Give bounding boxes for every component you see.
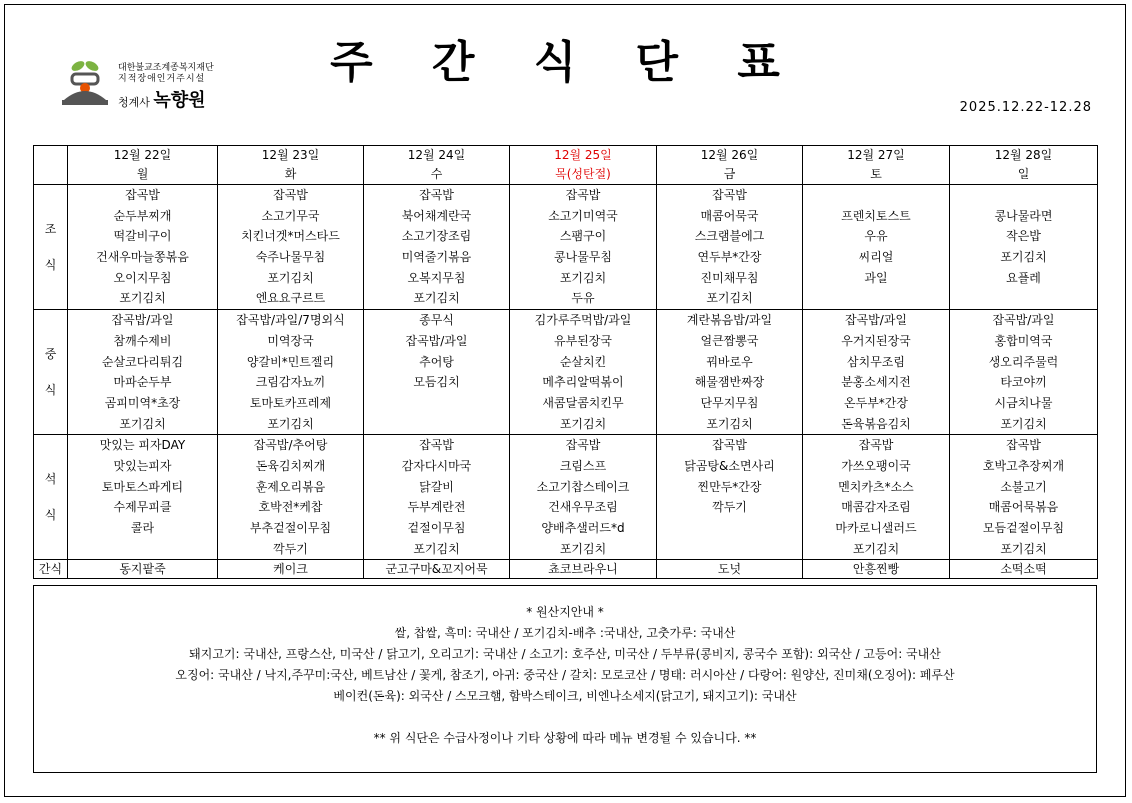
menu-item: 포기김치 (267, 270, 314, 285)
day-weekday: 화 (284, 167, 297, 181)
menu-item: 맛있는 피자DAY (99, 438, 186, 453)
notice-line: 돼지고기: 국내산, 프랑스산, 미국산 / 닭고기, 오리고기: 국내산 / 소고기: 호주산, 미국산 / 두부류(콩비지, 콩국수 포함): 외국산 / 고등어: 국내산 (189, 647, 941, 661)
menu-item: 시금치나물 (994, 395, 1053, 410)
origin-notice (33, 585, 1097, 773)
menu-item: 돈육김치찌개 (255, 458, 326, 473)
snack-item: 쵸코브라우니 (510, 560, 657, 579)
menu-item: 소고기장조림 (401, 229, 472, 244)
menu-item: 건새우마늘쫑볶음 (96, 250, 189, 265)
menu-item: 순살치킨 (559, 354, 607, 369)
menu-item: 모듬김치 (413, 375, 460, 390)
menu-cell (218, 310, 364, 435)
meal-label-char: 중 (44, 347, 57, 362)
menu-item: 콩나물무침 (554, 250, 612, 265)
logo-facility-type: 지적장애인거주시설 (118, 74, 206, 84)
notice-footer: ** 위 식단은 수급사정이나 기타 상황에 따라 메뉴 변경될 수 있습니다. ** (373, 731, 757, 745)
meal-label-spacer (34, 365, 67, 379)
menu-item: 순두부찌개 (113, 208, 172, 223)
menu-item: 두유 (571, 291, 595, 306)
meal-label-spacer (34, 490, 67, 504)
menu-item: 과일 (864, 270, 888, 285)
menu-cell (364, 435, 510, 560)
menu-item: 북어채계란국 (401, 208, 472, 223)
menu-item: 단무지무침 (700, 395, 759, 410)
snack-item: 안흥찐빵 (803, 560, 950, 579)
menu-item: 포기김치 (1000, 416, 1047, 431)
menu-item: 생오리주물럭 (988, 354, 1059, 369)
meal-label-char: 식 (44, 258, 57, 273)
menu-item: 타코야끼 (1000, 375, 1047, 390)
menu-item: 포기김치 (559, 541, 607, 556)
notice-line: 오징어: 국내산 / 낙지,주꾸미:국산, 베트남산 / 꽃게, 참조기, 아귀: 중국산 / 갈치: 모로코산 / 명태: 러시아산 / 다랑어: 원양산, 진미채(오징어): 페루산 (175, 668, 955, 682)
snack-item: 케이크 (218, 560, 364, 579)
day-date: 12월 28일 (994, 148, 1053, 162)
day-date: 12월 24일 (407, 148, 466, 162)
snack-item: 동지팥죽 (68, 560, 218, 579)
menu-item: 소고기무국 (261, 208, 320, 223)
menu-item: 꿔바로우 (706, 354, 753, 369)
menu-cell (803, 185, 950, 310)
menu-item: 미역장국 (267, 333, 314, 348)
menu-item: 매콤어묵국 (700, 208, 759, 223)
menu-item: 포기김치 (559, 416, 607, 431)
meal-row-lunch (34, 310, 1098, 435)
menu-item: 맛있는피자 (113, 458, 172, 473)
menu-item: 잡곡밥/추어탕 (253, 438, 328, 453)
day-header (364, 146, 510, 185)
menu-item (364, 393, 509, 414)
day-date: 12월 27일 (847, 148, 905, 162)
menu-item: 마카로니샐러드 (835, 521, 917, 535)
menu-item: 요플레 (1006, 270, 1041, 285)
notice-heading: * 원산지안내 * (526, 605, 604, 619)
menu-item: 오이지무침 (113, 270, 172, 285)
menu-item: 가쓰오팽이국 (841, 458, 911, 473)
menu-item: 크림감자뇨끼 (255, 375, 326, 390)
snack-label: 간식 (34, 560, 68, 579)
snack-row (34, 560, 1098, 579)
menu-item: 치킨너겟*머스타드 (241, 229, 340, 244)
menu-item: 닭곰탕&소면사리 (684, 458, 775, 473)
menu-item: 잡곡밥 (273, 188, 308, 202)
menu-item: 우유 (864, 229, 888, 244)
menu-item: 프렌치토스트 (841, 208, 911, 223)
menu-item: 스팸구이 (559, 229, 607, 244)
menu-cell (950, 310, 1098, 435)
logo-foundation-name: 대한불교조계종복지재단 (118, 63, 214, 73)
logo-brand-name: 녹향원 (153, 90, 206, 111)
day-weekday: 금 (723, 167, 736, 181)
menu-item: 크림스프 (559, 458, 607, 473)
menu-item: 작은밥 (1006, 229, 1041, 244)
meal-row-dinner (34, 435, 1098, 560)
menu-item: 종무식 (419, 313, 454, 328)
day-header (657, 146, 803, 185)
menu-item: 포기김치 (1000, 250, 1047, 265)
menu-item: 김가루주먹밥/과일 (534, 313, 632, 328)
menu-item (657, 539, 802, 560)
menu-item: 포기김치 (852, 541, 900, 556)
day-header (510, 146, 657, 185)
day-date: 12월 25일 (554, 148, 612, 162)
menu-item: 감자다시마국 (401, 458, 472, 473)
menu-item: 우거지된장국 (841, 333, 911, 348)
notice-line: 베이컨(돈육): 외국산 / 스모크햄, 함박스테이크, 비엔나소세지(닭고기, 돼지고기): 국내산 (333, 689, 797, 703)
notice-line: 쌀, 찹쌀, 흑미: 국내산 / 포기김치-배추 :국내산, 고춧가루: 국내산 (394, 626, 736, 640)
menu-item: 모듬겉절이무침 (982, 521, 1065, 535)
menu-item: 잡곡밥/과일 (844, 313, 907, 328)
logo-temple-name: 청계사 (118, 96, 150, 109)
menu-item: 깍두기 (712, 500, 747, 515)
menu-cell (68, 435, 218, 560)
meal-label-char: 석 (44, 472, 57, 487)
menu-item: 곰피미역*초장 (104, 395, 181, 410)
menu-item: 메추리알떡볶이 (542, 375, 624, 390)
menu-cell (68, 185, 218, 310)
meal-label (34, 185, 68, 310)
menu-item: 양갈비*민트젤리 (246, 354, 335, 369)
menu-item: 양배추샐러드*d (541, 521, 625, 535)
menu-item: 참깨수제비 (113, 333, 172, 348)
meal-label (34, 310, 68, 435)
menu-item (364, 414, 509, 435)
lotus-logo-icon (58, 56, 114, 108)
menu-item: 찐만두*간장 (697, 479, 762, 494)
menu-item: 소고기미역국 (548, 208, 618, 223)
meal-label-spacer (34, 240, 67, 254)
menu-item: 호박전*케찹 (258, 500, 323, 515)
meal-label-char: 식 (44, 383, 57, 398)
menu-item (803, 288, 949, 309)
menu-item: 미역줄기볶음 (401, 250, 472, 265)
menu-item: 진미채무침 (700, 270, 759, 285)
snack-item: 소떡소떡 (950, 560, 1098, 579)
day-header-row (34, 146, 1098, 185)
menu-item: 소불고기 (1000, 479, 1047, 494)
meal-label-char: 식 (44, 508, 57, 523)
menu-item: 잡곡밥 (125, 188, 160, 202)
snack-item: 군고구마&꼬지어묵 (364, 560, 510, 579)
meal-row-breakfast (34, 185, 1098, 310)
menu-item: 스크램블에그 (694, 229, 765, 244)
menu-item: 잡곡밥/과일 (405, 333, 468, 348)
menu-item: 잡곡밥/과일/7명외식 (236, 313, 345, 328)
menu-item: 씨리얼 (858, 250, 894, 265)
menu-item: 해물잼반짜장 (694, 375, 765, 390)
menu-item: 새콤달콤치킨무 (542, 395, 624, 410)
menu-item: 잡곡밥 (419, 438, 454, 453)
day-date: 12월 26일 (700, 148, 759, 162)
menu-cell (364, 185, 510, 310)
menu-item: 토마토스파게티 (101, 479, 184, 494)
menu-item: 돈육볶음김치 (841, 416, 911, 431)
menu-item: 포기김치 (119, 416, 166, 431)
menu-item: 콩나물라면 (994, 208, 1053, 223)
menu-item: 매콤감자조림 (841, 500, 911, 515)
menu-item: 순살코다리튀김 (101, 354, 184, 369)
menu-item: 잡곡밥 (858, 438, 894, 453)
menu-item: 깍두기 (273, 541, 308, 556)
date-range: 2025.12.22-12.28 (959, 100, 1092, 115)
meal-label (34, 435, 68, 560)
day-weekday: 목(성탄절) (555, 167, 611, 181)
menu-item (950, 185, 1097, 206)
menu-item: 계란볶음밥/과일 (686, 313, 773, 328)
menu-item: 잡곡밥/과일 (111, 313, 174, 328)
menu-cell (657, 435, 803, 560)
menu-item: 포기김치 (413, 541, 460, 556)
menu-item (803, 185, 949, 206)
menu-item: 건새우무조림 (548, 500, 618, 515)
menu-table (33, 145, 1098, 579)
day-date: 12월 23일 (261, 148, 320, 162)
menu-item: 얼큰짬뽕국 (700, 333, 759, 348)
menu-item: 호박고추장찌개 (982, 458, 1065, 473)
menu-cell (510, 435, 657, 560)
menu-cell (657, 185, 803, 310)
menu-cell (510, 310, 657, 435)
menu-item: 훈제오리볶음 (255, 479, 326, 494)
day-header (218, 146, 364, 185)
menu-item: 엔요요구르트 (255, 291, 326, 306)
menu-item: 숙주나물무침 (255, 250, 326, 265)
menu-cell (950, 185, 1098, 310)
day-date: 12월 22일 (113, 148, 172, 162)
day-weekday: 일 (1017, 167, 1030, 181)
menu-cell (803, 310, 950, 435)
menu-item: 포기김치 (1000, 541, 1047, 556)
page-title: 주 간 식 단 표 (330, 37, 802, 88)
menu-cell (510, 185, 657, 310)
menu-item: 홍합미역국 (994, 333, 1053, 348)
menu-item: 잡곡밥 (712, 188, 747, 202)
menu-item: 수제무피클 (113, 500, 172, 515)
menu-item: 닭갈비 (419, 479, 454, 494)
menu-item (68, 539, 217, 560)
meal-label-char: 조 (44, 222, 57, 237)
menu-item: 토마토카프레제 (249, 395, 332, 410)
menu-item: 잡곡밥 (565, 438, 601, 453)
menu-cell (803, 435, 950, 560)
menu-cell (218, 185, 364, 310)
menu-item: 부추겉절이무침 (249, 521, 332, 535)
menu-item (657, 518, 802, 539)
menu-item: 분홍소세지전 (841, 375, 911, 390)
menu-cell (657, 310, 803, 435)
menu-item: 마파순두부 (113, 375, 172, 390)
menu-item: 포기김치 (706, 291, 753, 306)
corner-cell (34, 146, 68, 185)
menu-item: 온두부*간장 (844, 395, 908, 410)
menu-item: 포기김치 (267, 416, 314, 431)
menu-item: 콜라 (130, 521, 155, 535)
menu-item (950, 288, 1097, 309)
menu-item: 잡곡밥 (712, 438, 747, 453)
day-header (950, 146, 1098, 185)
day-header (68, 146, 218, 185)
menu-item: 매콤어묵볶음 (988, 500, 1059, 515)
menu-item: 연두부*간장 (697, 250, 762, 265)
menu-item: 잡곡밥 (419, 188, 454, 202)
menu-cell (950, 435, 1098, 560)
menu-item: 오복지무침 (407, 270, 466, 285)
menu-item: 겉절이무침 (407, 521, 466, 535)
logo-facility-name (118, 86, 206, 112)
menu-item: 포기김치 (119, 291, 166, 306)
day-weekday: 수 (430, 167, 443, 181)
menu-item: 소고기찹스테이크 (536, 479, 630, 494)
menu-item: 유부된장국 (554, 333, 612, 348)
menu-item: 포기김치 (559, 270, 607, 285)
menu-item: 떡갈비구이 (113, 229, 172, 244)
menu-item: 삼치무조림 (847, 354, 905, 369)
menu-item: 두부계란전 (407, 500, 466, 515)
menu-item: 포기김치 (706, 416, 753, 431)
menu-cell (68, 310, 218, 435)
menu-cell (364, 310, 510, 435)
day-weekday: 월 (136, 167, 149, 181)
menu-item: 잡곡밥/과일 (992, 313, 1055, 328)
day-weekday: 토 (870, 167, 882, 181)
menu-cell (218, 435, 364, 560)
menu-item: 멘치카츠*소스 (838, 479, 914, 494)
menu-item: 잡곡밥 (1006, 438, 1041, 453)
day-header (803, 146, 950, 185)
menu-item: 포기김치 (413, 291, 460, 306)
snack-item: 도넛 (657, 560, 803, 579)
organization-logo (58, 56, 248, 112)
menu-item: 추어탕 (419, 354, 454, 369)
menu-item: 잡곡밥 (565, 188, 601, 202)
